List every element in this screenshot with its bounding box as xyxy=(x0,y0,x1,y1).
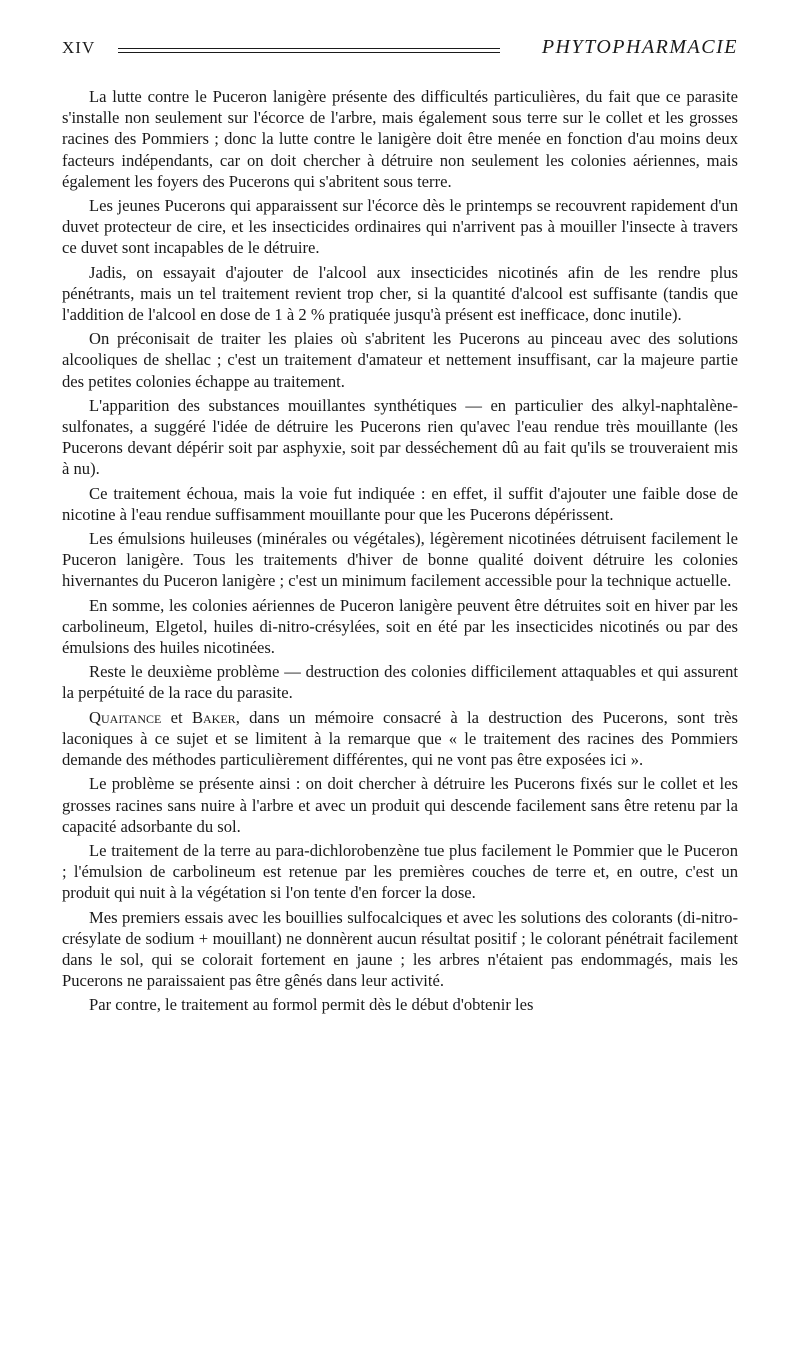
paragraph: Le problème se présente ainsi : on doit chercher à détruire les Pucerons fixés sur le collet et les grosses racines sans nuire à l'arbre et avec un produit qui descende facilement sans être retenu par la capacité adsorbante du sol. xyxy=(62,774,738,836)
paragraph-text: , dans un mémoire consacré à la destruction des Pucerons, sont très laconiques à ce sujet et se limitent à la remarque que « le traitement des racines des Pommiers demande des méthodes particulièrement différentes, qui ne vont pas être exposées ici ». xyxy=(62,707,738,770)
paragraph: Mes premiers essais avec les bouillies sulfocalciques et avec les solutions des colorants (di-nitro-crésylate de sodium + mouillant) ne donnèrent aucun résultat positif ; le colorant pénétrait facilement dans le sol, qui se colorait fortement en jaune ; les arbres n'étaient pas endommagés, mais les Pucerons ne paraissaient pas être gênés dans leur activité. xyxy=(62,907,738,991)
paragraph: On préconisait de traiter les plaies où s'abritent les Pucerons au pinceau avec des solutions alcooliques de shellac ; c'est un traitement d'amateur et nettement insuffisant, car la majeure partie des petites colonies échappe au traitement. xyxy=(62,329,738,391)
running-title: PHYTOPHARMACIE xyxy=(541,36,738,58)
author-conjunction: et xyxy=(161,707,192,727)
page-number: XIV xyxy=(62,38,96,57)
paragraph: La lutte contre le Puceron lanigère présente des difficultés particulières, du fait que ce parasite s'installe non seulement sur l'écorce de l'arbre, mais également sous terre sur le collet et les grosses racines des Pommiers ; donc la lutte contre le lanigère doit être menée en fonction d'au moins deux facteurs indépendants, car on doit chercher à détruire non seulement les colonies aériennes, mais également les foyers des Pucerons qui s'abritent sous terre. xyxy=(62,87,738,191)
paragraph: Le traitement de la terre au para-dichlorobenzène tue plus facilement le Pommier que le Puceron ; l'émulsion de carbolineum est retenue par les premières couches de terre et, en outre, c'est un produit qui nuit à la végétation si l'on tente d'en forcer la dose. xyxy=(62,840,738,903)
paragraph: Ce traitement échoua, mais la voie fut indiquée : en effet, il suffit d'ajouter une faible dose de nicotine à l'eau rendue suffisamment mouillante pour que les Pucerons dépérissent. xyxy=(62,483,738,524)
paragraph: En somme, les colonies aériennes de Puceron lanigère peuvent être détruites soit en hiver par les carbolineum, Elgetol, huiles di-nitro-crésylées, soit en été par les insecticides nicotinés ou par des émulsions des huiles nicotinées. xyxy=(62,595,738,658)
paragraph: L'apparition des substances mouillantes synthétiques — en particulier des alkyl-naphtalène-sulfonates, a suggéré l'idée de détruire les Pucerons rien qu'avec l'eau rendue très mouillante (les Pucerons devant dépérir soit par asphyxie, soit par desséchement dû au fait qu'ils se trouveraient mis à nu). xyxy=(62,395,738,479)
paragraph: Les jeunes Pucerons qui apparaissent sur l'écorce dès le printemps se recouvrent rapidement d'un duvet protecteur de cire, et les insecticides ordinaires qui n'arrivent pas à mouiller l'insecte à travers ce duvet sont incapables de le détruire. xyxy=(62,196,738,258)
paragraph: Reste le deuxième problème — destruction des colonies difficilement attaquables et qui assurent la perpétuité de la race du parasite. xyxy=(62,662,738,703)
header-rule xyxy=(118,48,500,53)
page-header xyxy=(62,36,738,66)
paragraph: Par contre, le traitement au formol permit dès le début d'obtenir les xyxy=(89,995,534,1015)
paragraph-quaintance xyxy=(62,707,738,771)
author-name: Quaitance xyxy=(89,707,162,727)
paragraph: Les émulsions huileuses (minérales ou végétales), légèrement nicotinées détruisent facilement le Puceron lanigère. Tous les traitements d'hiver de bonne qualité doivent détruire les colonies hivernantes du Puceron lanigère ; c'est un minimum facilement accessible pour la technique actuelle. xyxy=(62,529,738,591)
paragraph: Jadis, on essayait d'ajouter de l'alcool aux insecticides nicotinés afin de les rendre plus pénétrants, mais un tel traitement revient trop cher, si la quantité d'alcool est suffisante (tandis que l'addition de l'alcool en dose de 1 à 2 % pratiquée jusqu'à présent est inefficace, donc inutile). xyxy=(62,262,738,325)
body-text xyxy=(62,86,738,1016)
author-name: Baker xyxy=(191,707,236,727)
